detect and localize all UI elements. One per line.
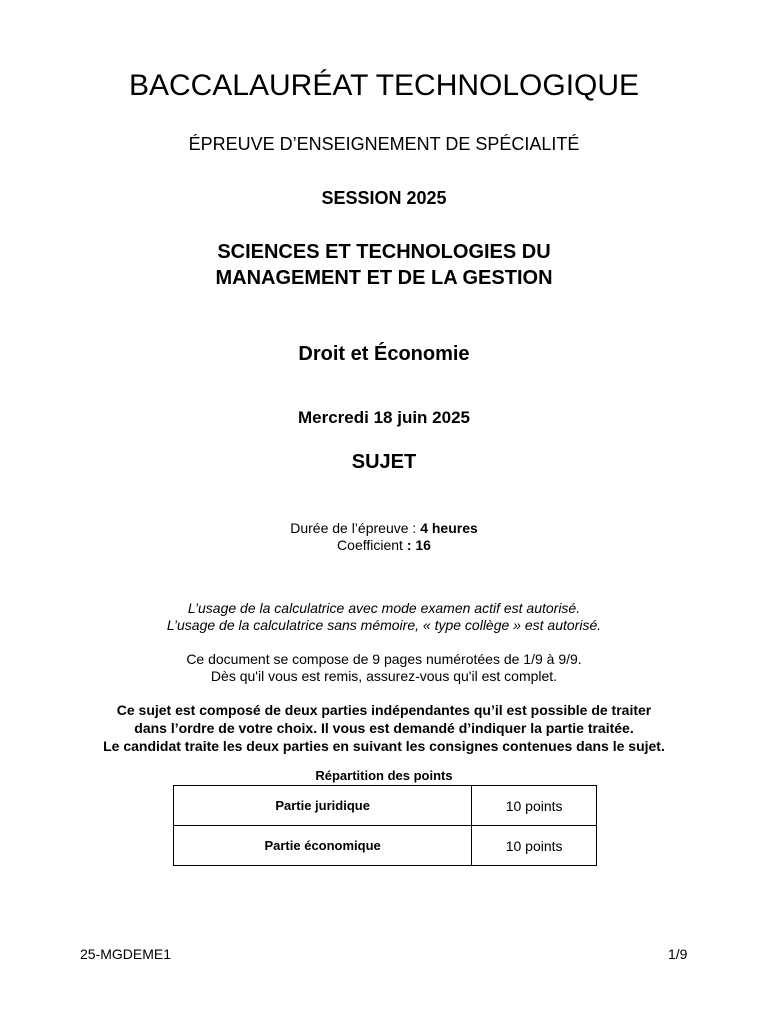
matiere-heading: Droit et Économie <box>298 343 470 365</box>
consignes-line-2: dans l’ordre de votre choix. Il vous est demandé d’indiquer la partie traitée. <box>134 720 634 736</box>
epreuve-subtitle: ÉPREUVE D’ENSEIGNEMENT DE SPÉCIALITÉ <box>188 134 580 154</box>
points-table <box>173 785 597 866</box>
coefficient-line <box>0 537 768 554</box>
pages-line-2: Dès qu'il vous est remis, assurez-vous qu'il est complet. <box>210 668 558 684</box>
table-row <box>174 826 597 866</box>
partie-cell: Partie juridique <box>174 786 472 826</box>
duree-value: 4 heures <box>420 520 478 536</box>
repartition-title: Répartition des points <box>315 768 453 783</box>
partie-cell: Partie économique <box>174 826 472 866</box>
calculatrice-notice <box>0 600 768 634</box>
calculatrice-line-1: L’usage de la calculatrice avec mode examen actif est autorisé. <box>187 600 581 616</box>
points-cell: 10 points <box>472 786 597 826</box>
exam-info <box>0 520 768 554</box>
duree-line <box>0 520 768 537</box>
page-number: 1/9 <box>668 946 688 962</box>
serie-line-1: SCIENCES ET TECHNOLOGIES DU <box>217 241 551 263</box>
session-label: SESSION 2025 <box>321 188 447 208</box>
calculatrice-line-2: L’usage de la calculatrice sans mémoire, « type collège » est autorisé. <box>166 617 602 633</box>
consignes-line-3: Le candidat traite les deux parties en suivant les consignes contenues dans le sujet. <box>103 738 665 754</box>
points-cell: 10 points <box>472 826 597 866</box>
coefficient-value: : 16 <box>406 537 431 553</box>
consignes-notice <box>0 701 768 755</box>
coefficient-label: Coefficient <box>337 537 407 553</box>
table-row <box>174 786 597 826</box>
pages-notice <box>0 651 768 685</box>
sujet-label: SUJET <box>351 451 417 473</box>
serie-heading <box>0 239 768 291</box>
consignes-line-1: Ce sujet est composé de deux parties indépendantes qu’il est possible de traiter <box>116 702 652 718</box>
pages-line-1: Ce document se compose de 9 pages numérotées de 1/9 à 9/9. <box>186 651 582 667</box>
exam-date: Mercredi 18 juin 2025 <box>298 408 470 427</box>
duree-label: Durée de l’épreuve : <box>290 520 421 536</box>
serie-line-2: MANAGEMENT ET DE LA GESTION <box>215 267 553 289</box>
document-code: 25-MGDEME1 <box>80 946 172 962</box>
document-title: BACCALAURÉAT TECHNOLOGIQUE <box>128 69 640 102</box>
